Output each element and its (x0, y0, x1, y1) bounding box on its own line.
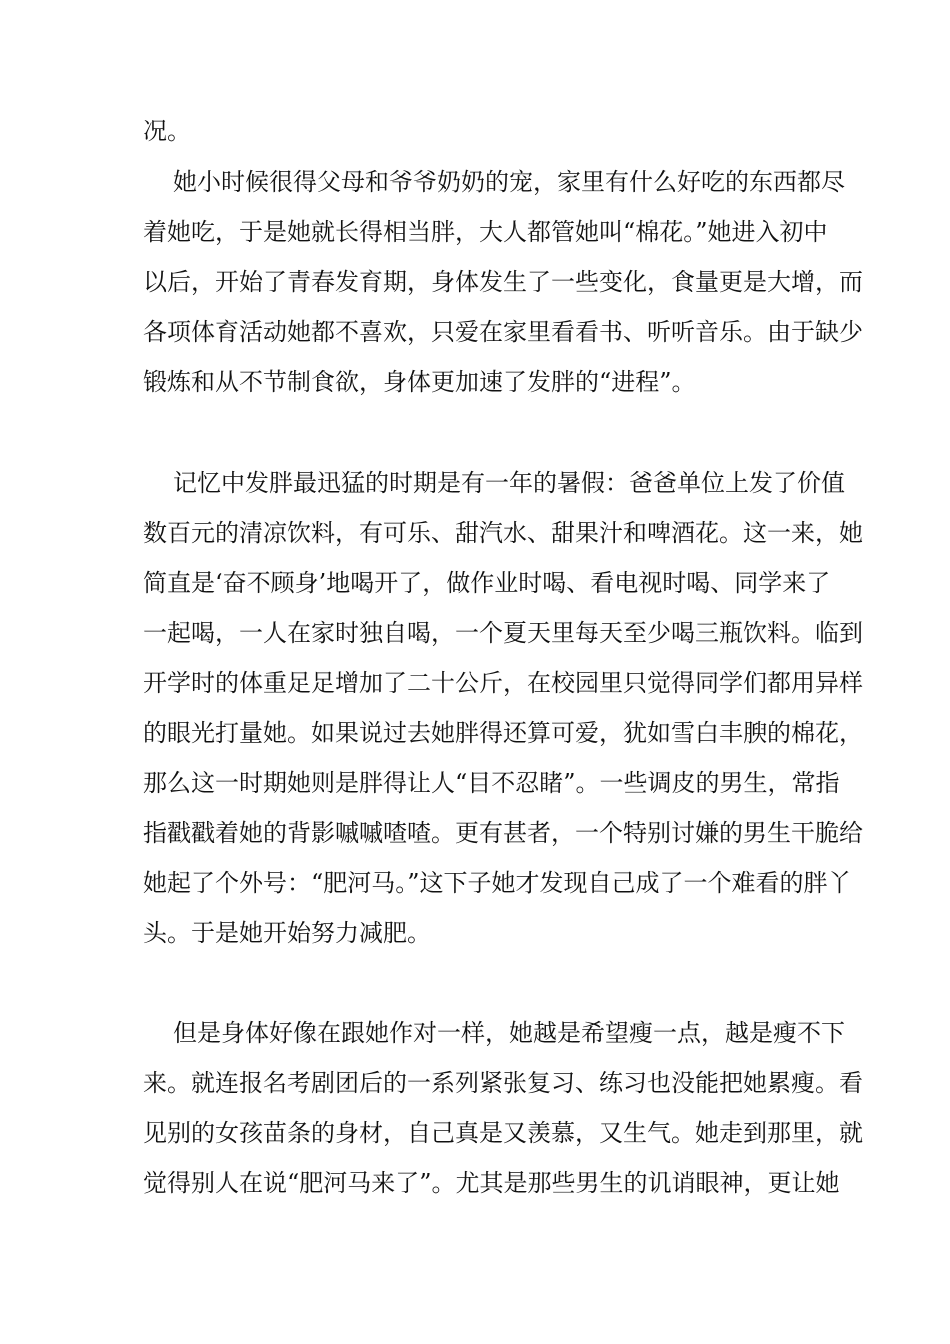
text-line: 数百元的清凉饮料，有可乐、甜汽水、甜果汁和啤酒花。这一来，她 (143, 519, 863, 547)
text-line: 见别的女孩苗条的身材，自己真是又羡慕，又生气。她走到那里，就 (143, 1119, 863, 1147)
text-line: 锻炼和从不节制食欲，身体更加速了发胖的“进程”。 (143, 368, 696, 396)
text-line: 来。就连报名考剧团后的一系列紧张复习、练习也没能把她累瘦。看 (143, 1069, 863, 1097)
text-line: 她起了个外号：“肥河马。”这下子她才发现自己成了一个难看的胖丫 (143, 869, 852, 897)
text-line: 但是身体好像在跟她作对一样，她越是希望瘦一点，越是瘦不下 (173, 1019, 845, 1047)
text-line: 各项体育活动她都不喜欢，只爱在家里看看书、听听音乐。由于缺少 (143, 318, 863, 346)
text-line: 一起喝，一人在家时独自喝，一个夏天里每天至少喝三瓶饮料。临到 (143, 619, 863, 647)
text-line: 开学时的体重足足增加了二十公斤，在校园里只觉得同学们都用异样 (143, 669, 863, 697)
text-line: 简直是‘奋不顾身’地喝开了，做作业时喝、看电视时喝、同学来了 (143, 569, 831, 597)
text-line: 头。于是她开始努力减肥。 (143, 919, 431, 947)
text-line: 的眼光打量她。如果说过去她胖得还算可爱，犹如雪白丰腴的棉花， (143, 719, 863, 747)
text-line: 况。 (143, 117, 191, 145)
text-line: 那么这一时期她则是胖得让人“目不忍睹”。一些调皮的男生，常指 (143, 769, 840, 797)
text-line: 她小时候很得父母和爷爷奶奶的宠，家里有什么好吃的东西都尽 (173, 168, 845, 196)
text-line: 以后，开始了青春发育期，身体发生了一些变化，食量更是大增，而 (143, 268, 863, 296)
text-line: 记忆中发胖最迅猛的时期是有一年的暑假：爸爸单位上发了价值 (173, 469, 845, 497)
text-line: 着她吃，于是她就长得相当胖，大人都管她叫“棉花。”她进入初中 (143, 218, 828, 246)
text-line: 觉得别人在说“肥河马来了”。尤其是那些男生的讥诮眼神，更让她 (143, 1169, 840, 1197)
text-line: 指戳戳着她的背影嘁嘁喳喳。更有甚者，一个特别讨嫌的男生干脆给 (143, 819, 863, 847)
